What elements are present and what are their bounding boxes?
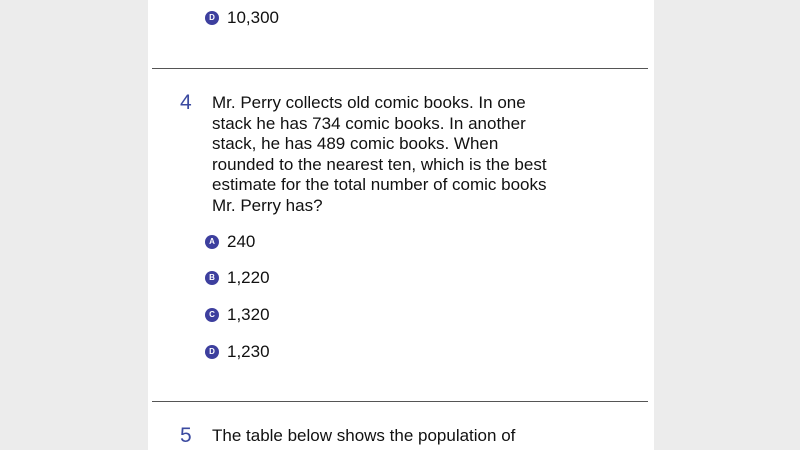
question-number: 4 <box>180 91 192 114</box>
q4-choice-c[interactable] <box>205 305 270 325</box>
choice-c-text: 1,320 <box>227 305 270 324</box>
choice-b-badge: B <box>205 271 219 285</box>
choice-c-badge: C <box>205 308 219 322</box>
question-text: Mr. Perry collects old comic books. In one stack he has 734 comic books. In another stack, he has 489 comic books. When rounded to the nearest ten, which is the best estimate for the total number of comic books Mr. Perry has? <box>212 93 547 215</box>
test-page <box>148 0 654 450</box>
question-divider <box>152 68 648 69</box>
q3-choice-d[interactable] <box>205 8 279 28</box>
q4-choice-d[interactable] <box>205 342 270 362</box>
q4-choice-a[interactable] <box>205 232 255 252</box>
choice-d-text: 10,300 <box>227 8 279 27</box>
choice-d-badge: D <box>205 11 219 25</box>
choice-b-text: 1,220 <box>227 268 270 287</box>
choice-a-badge: A <box>205 235 219 249</box>
q4-choice-b[interactable] <box>205 268 270 288</box>
question-divider <box>152 401 648 402</box>
choice-d-text: 1,230 <box>227 342 270 361</box>
choice-a-text: 240 <box>227 232 256 251</box>
choice-d-badge: D <box>205 345 219 359</box>
question-text: The table below shows the population of <box>212 426 516 445</box>
question-number: 5 <box>180 424 192 447</box>
